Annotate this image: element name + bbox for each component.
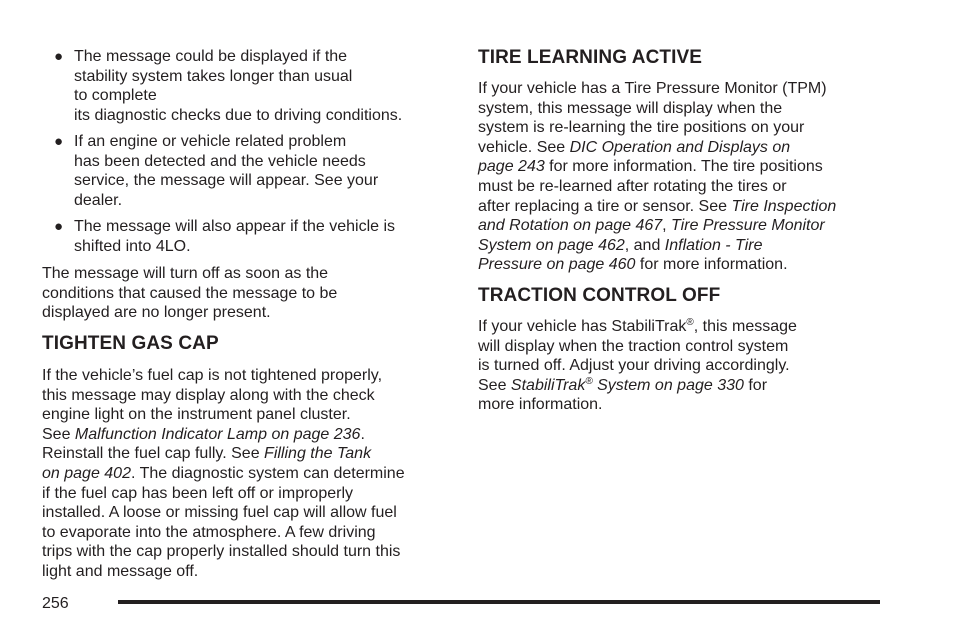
page-reference-link[interactable]: and Rotation on page 467 — [478, 217, 663, 235]
list-item-line: service, the message will appear. See your — [74, 172, 379, 190]
registered-mark: ® — [686, 317, 694, 328]
bullet-icon: ● — [54, 218, 64, 235]
page-reference-link[interactable]: Pressure on page 460 — [478, 256, 636, 274]
page-reference-link[interactable]: System on page 462 — [478, 236, 625, 254]
page-reference-link[interactable]: Malfunction Indicator Lamp on page 236 — [74, 425, 361, 443]
page-reference-link[interactable]: Tire Inspection — [731, 197, 837, 215]
list-item-line: The message will also appear if the vehicle is — [74, 218, 396, 235]
page-reference-link[interactable]: DIC Operation and Displays on — [569, 138, 791, 156]
list-item-line: shifted into 4LO. — [74, 237, 191, 255]
list-item-line: stability system takes longer than usual — [74, 67, 353, 85]
bullet-icon: ● — [54, 48, 64, 65]
page-reference-link[interactable]: Tire Pressure Monitor — [671, 217, 825, 235]
page-reference-link[interactable]: page 243 — [478, 158, 545, 176]
page-reference-link[interactable]: Filling the Tank — [264, 445, 372, 463]
page-reference-link[interactable]: on page 402 — [42, 465, 131, 482]
list-item-line: has been detected and the vehicle needs — [74, 152, 366, 170]
page-reference-link[interactable]: StabiliTrak® System on page 330 — [510, 375, 744, 394]
section-heading-traction-control-off: TRACTION CONTROL OFF — [478, 285, 721, 306]
page-reference-link[interactable]: Inflation - Tire — [664, 236, 763, 254]
footer-rule — [118, 600, 880, 604]
bullet-icon: ● — [54, 133, 64, 150]
page-number: 256 — [42, 595, 69, 612]
list-item-line: If an engine or vehicle related problem — [74, 133, 347, 150]
list-item-line: to complete — [74, 87, 157, 105]
list-item-line: its diagnostic checks due to driving conditions. — [74, 106, 403, 124]
section-heading-tighten-gas-cap: TIGHTEN GAS CAP — [42, 333, 219, 354]
list-item-line: dealer. — [74, 191, 123, 209]
section-heading-tire-learning-active: TIRE LEARNING ACTIVE — [478, 47, 703, 68]
registered-mark: ® — [585, 375, 593, 387]
list-item-line: The message could be displayed if the — [74, 48, 348, 65]
